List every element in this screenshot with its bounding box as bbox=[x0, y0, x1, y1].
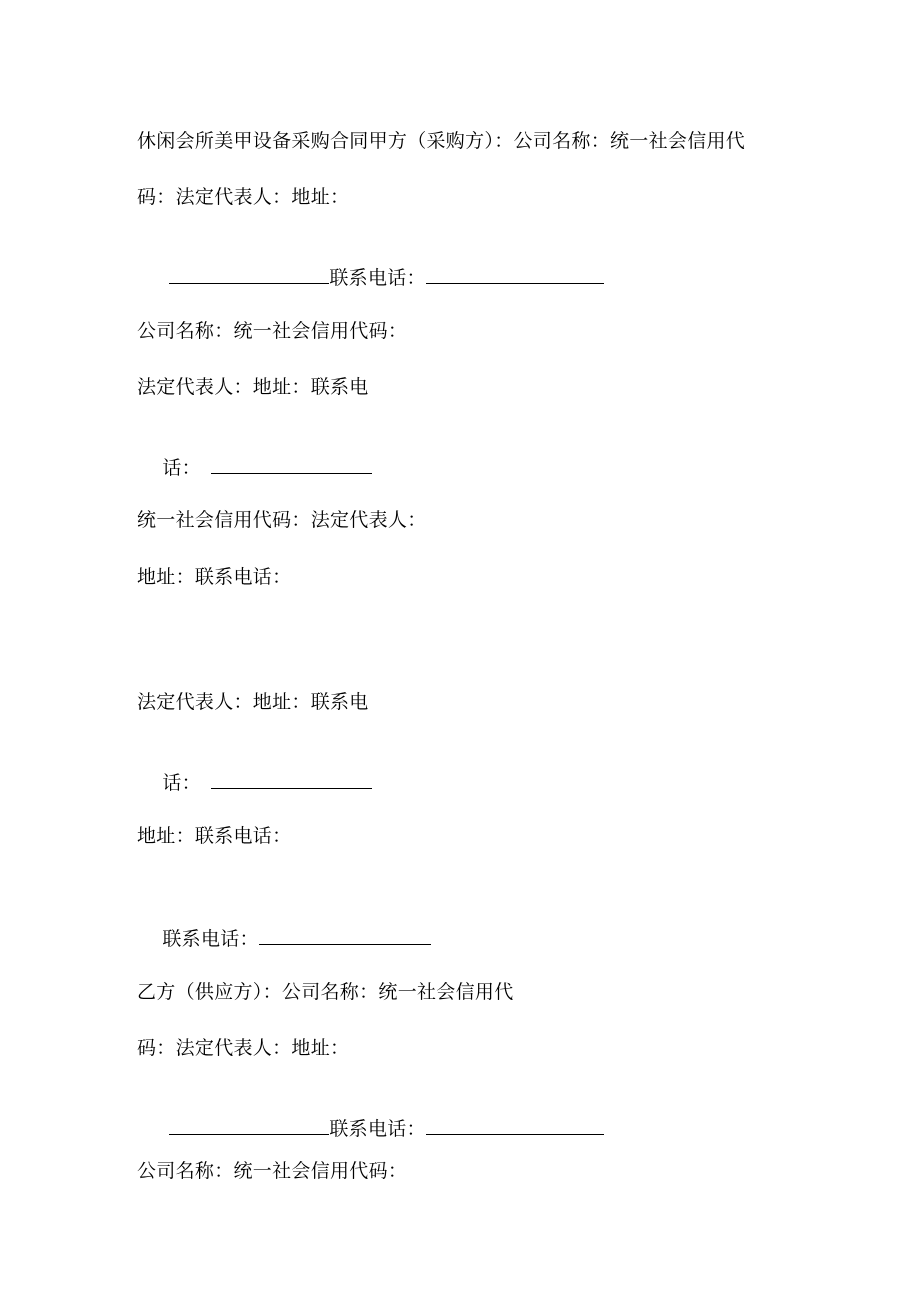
contract-title-party-a: 休闲会所美甲设备采购合同甲方（采购方）：公司名称：统一社会信用代 bbox=[137, 130, 746, 152]
blank-line bbox=[211, 455, 372, 474]
representative-line: 法定代表人：地址：联系电 bbox=[137, 376, 369, 398]
blank-line bbox=[259, 926, 431, 945]
company-name-line: 公司名称：统一社会信用代码： bbox=[137, 1160, 408, 1182]
phone-label: 联系电话： bbox=[329, 267, 426, 289]
party-b-phone-line bbox=[144, 1092, 604, 1165]
representative-line: 法定代表人：地址：联系电 bbox=[137, 691, 369, 713]
phone-label: 话： bbox=[162, 772, 201, 794]
phone-label: 话： bbox=[162, 457, 201, 479]
blank-line bbox=[169, 1116, 329, 1135]
blank-line bbox=[211, 770, 372, 789]
phone-label: 联系电话： bbox=[162, 928, 259, 950]
phone-continuation-line bbox=[137, 746, 372, 819]
address-phone-line: 地址：联系电话： bbox=[137, 825, 292, 847]
blank-line bbox=[426, 265, 604, 284]
party-a-field-line: 码：法定代表人：地址： bbox=[137, 186, 350, 208]
phone-continuation-line bbox=[137, 431, 372, 504]
company-name-line: 公司名称：统一社会信用代码： bbox=[137, 320, 408, 342]
party-b-title-line: 乙方（供应方）：公司名称：统一社会信用代 bbox=[137, 981, 514, 1003]
address-phone-line: 地址：联系电话： bbox=[137, 566, 292, 588]
party-a-phone-line bbox=[144, 241, 604, 314]
phone-label: 联系电话： bbox=[329, 1118, 426, 1140]
phone-line bbox=[137, 902, 431, 975]
party-b-field-line: 码：法定代表人：地址： bbox=[137, 1037, 350, 1059]
blank-line bbox=[169, 265, 329, 284]
credit-code-line: 统一社会信用代码：法定代表人： bbox=[137, 509, 427, 531]
blank-line bbox=[426, 1116, 604, 1135]
